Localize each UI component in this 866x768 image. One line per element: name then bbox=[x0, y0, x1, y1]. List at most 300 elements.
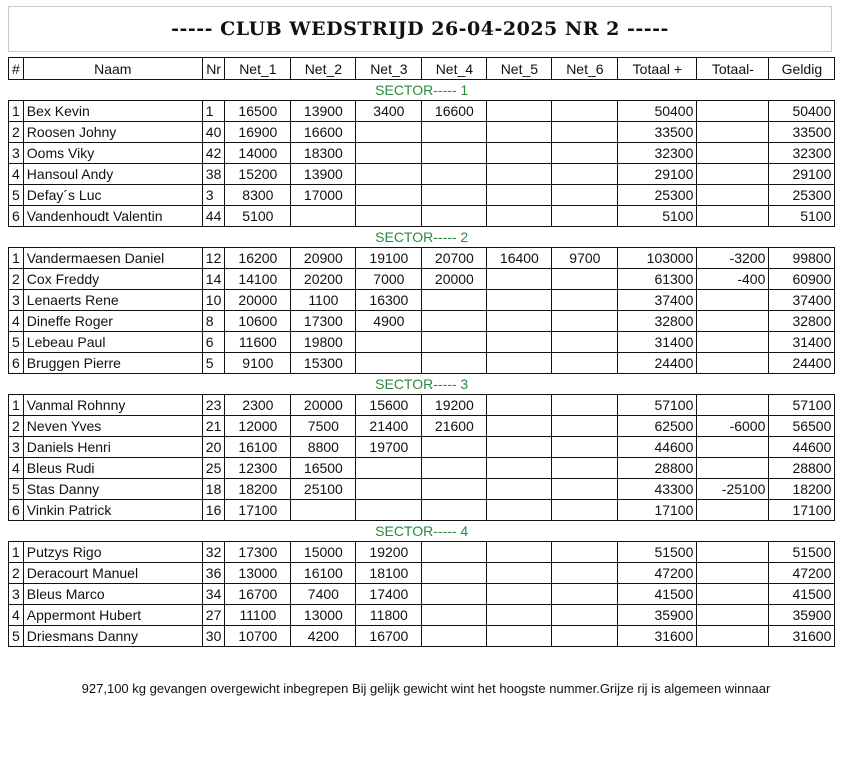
table-cell: 4 bbox=[9, 164, 24, 185]
table-cell bbox=[697, 395, 769, 416]
table-row bbox=[9, 143, 835, 164]
table-cell bbox=[422, 353, 487, 374]
table-cell: 18100 bbox=[356, 563, 422, 584]
table-cell: Stas Danny bbox=[23, 479, 202, 500]
table-cell: 20000 bbox=[422, 269, 487, 290]
page-title-text: ----- CLUB WEDSTRIJD 26-04-2025 NR 2 ----- bbox=[171, 18, 669, 40]
table-cell bbox=[552, 395, 618, 416]
table-cell bbox=[356, 479, 422, 500]
table-cell: 20 bbox=[202, 437, 225, 458]
table-cell bbox=[697, 206, 769, 227]
sector-label: SECTOR----- 2 bbox=[9, 227, 835, 248]
table-cell: Bleus Marco bbox=[23, 584, 202, 605]
sector-row bbox=[9, 521, 835, 542]
table-cell bbox=[291, 206, 356, 227]
table-cell: 37400 bbox=[618, 290, 697, 311]
table-cell: 51500 bbox=[618, 542, 697, 563]
table-cell: 32300 bbox=[618, 143, 697, 164]
table-cell bbox=[697, 353, 769, 374]
table-cell bbox=[356, 500, 422, 521]
table-cell bbox=[552, 311, 618, 332]
table-cell bbox=[552, 626, 618, 647]
table-cell bbox=[422, 479, 487, 500]
table-cell bbox=[697, 311, 769, 332]
table-row bbox=[9, 437, 835, 458]
table-cell: Vandenhoudt Valentin bbox=[23, 206, 202, 227]
table-cell: 30 bbox=[202, 626, 225, 647]
table-cell: 3400 bbox=[356, 101, 422, 122]
table-cell: 16 bbox=[202, 500, 225, 521]
table-cell bbox=[356, 164, 422, 185]
table-cell: 40 bbox=[202, 122, 225, 143]
column-header: Nr bbox=[202, 58, 225, 80]
table-cell: Deracourt Manuel bbox=[23, 563, 202, 584]
table-cell: 1 bbox=[9, 248, 24, 269]
table-cell: 32 bbox=[202, 542, 225, 563]
table-cell: 13000 bbox=[225, 563, 291, 584]
table-cell: 20900 bbox=[291, 248, 356, 269]
table-cell bbox=[552, 584, 618, 605]
table-cell: 44 bbox=[202, 206, 225, 227]
table-cell: 13900 bbox=[291, 164, 356, 185]
table-cell: 17400 bbox=[356, 584, 422, 605]
table-cell bbox=[422, 122, 487, 143]
table-cell bbox=[552, 416, 618, 437]
table-cell bbox=[487, 605, 552, 626]
table-cell: 23 bbox=[202, 395, 225, 416]
column-header: Geldig bbox=[769, 58, 835, 80]
table-cell: 16600 bbox=[422, 101, 487, 122]
table-cell bbox=[487, 143, 552, 164]
table-cell: 7500 bbox=[291, 416, 356, 437]
table-cell bbox=[697, 563, 769, 584]
table-cell: 5 bbox=[9, 479, 24, 500]
table-cell: 50400 bbox=[769, 101, 835, 122]
table-cell: 4 bbox=[9, 311, 24, 332]
table-cell bbox=[356, 122, 422, 143]
table-row bbox=[9, 395, 835, 416]
table-cell bbox=[697, 164, 769, 185]
table-cell bbox=[487, 437, 552, 458]
table-cell: 43300 bbox=[618, 479, 697, 500]
table-cell: 32800 bbox=[769, 311, 835, 332]
table-cell: 14 bbox=[202, 269, 225, 290]
table-cell: 19800 bbox=[291, 332, 356, 353]
table-cell bbox=[487, 416, 552, 437]
column-header: Net_1 bbox=[225, 58, 291, 80]
table-cell: 41500 bbox=[769, 584, 835, 605]
table-cell: 17300 bbox=[291, 311, 356, 332]
table-row bbox=[9, 500, 835, 521]
table-cell: 29100 bbox=[769, 164, 835, 185]
table-cell: 2 bbox=[9, 416, 24, 437]
sector-label: SECTOR----- 3 bbox=[9, 374, 835, 395]
table-cell: 38 bbox=[202, 164, 225, 185]
table-cell: 56500 bbox=[769, 416, 835, 437]
table-cell bbox=[487, 626, 552, 647]
table-cell: 16400 bbox=[487, 248, 552, 269]
table-row bbox=[9, 185, 835, 206]
table-cell: 28800 bbox=[769, 458, 835, 479]
table-cell: 36 bbox=[202, 563, 225, 584]
table-cell: 16100 bbox=[225, 437, 291, 458]
table-cell bbox=[422, 542, 487, 563]
table-cell: 16500 bbox=[291, 458, 356, 479]
table-cell: 11800 bbox=[356, 605, 422, 626]
table-cell: 3 bbox=[9, 290, 24, 311]
table-body bbox=[9, 80, 835, 647]
table-cell: 12 bbox=[202, 248, 225, 269]
table-cell: 47200 bbox=[769, 563, 835, 584]
table-cell bbox=[552, 353, 618, 374]
table-cell bbox=[487, 290, 552, 311]
sector-label: SECTOR----- 1 bbox=[9, 80, 835, 101]
table-cell bbox=[487, 500, 552, 521]
table-cell bbox=[552, 269, 618, 290]
footer-note: 927,100 kg gevangen overgewicht inbegrepen Bij gelijk gewicht wint het hoogste nummer.Grijze rij is algemeen winnaar bbox=[81, 681, 771, 696]
table-row bbox=[9, 206, 835, 227]
sector-row bbox=[9, 227, 835, 248]
table-cell: 18 bbox=[202, 479, 225, 500]
table-cell: 51500 bbox=[769, 542, 835, 563]
table-cell bbox=[422, 164, 487, 185]
table-cell: 20700 bbox=[422, 248, 487, 269]
table-cell: 29100 bbox=[618, 164, 697, 185]
table-cell bbox=[697, 290, 769, 311]
table-cell bbox=[697, 626, 769, 647]
table-cell: 5100 bbox=[618, 206, 697, 227]
table-cell: 5 bbox=[9, 626, 24, 647]
table-cell bbox=[487, 269, 552, 290]
table-cell bbox=[487, 458, 552, 479]
table-cell: 14100 bbox=[225, 269, 291, 290]
table-cell: 2 bbox=[9, 269, 24, 290]
table-cell bbox=[552, 437, 618, 458]
table-cell: 25300 bbox=[618, 185, 697, 206]
table-cell bbox=[697, 143, 769, 164]
table-cell: 10600 bbox=[225, 311, 291, 332]
table-cell: 8800 bbox=[291, 437, 356, 458]
table-cell: 60900 bbox=[769, 269, 835, 290]
table-cell: Lenaerts Rene bbox=[23, 290, 202, 311]
column-header: # bbox=[9, 58, 24, 80]
table-cell: 16100 bbox=[291, 563, 356, 584]
table-cell: Bleus Rudi bbox=[23, 458, 202, 479]
table-cell bbox=[422, 143, 487, 164]
table-cell bbox=[552, 122, 618, 143]
table-cell: 16300 bbox=[356, 290, 422, 311]
table-cell: 32300 bbox=[769, 143, 835, 164]
table-row bbox=[9, 269, 835, 290]
table-cell: 3 bbox=[202, 185, 225, 206]
table-cell bbox=[422, 437, 487, 458]
table-cell bbox=[487, 479, 552, 500]
table-cell: Vandermaesen Daniel bbox=[23, 248, 202, 269]
column-header: Totaal- bbox=[697, 58, 769, 80]
column-header: Net_5 bbox=[487, 58, 552, 80]
table-cell: Appermont Hubert bbox=[23, 605, 202, 626]
table-row bbox=[9, 584, 835, 605]
table-cell: 28800 bbox=[618, 458, 697, 479]
table-cell: 18200 bbox=[225, 479, 291, 500]
table-cell bbox=[487, 311, 552, 332]
table-cell: 5100 bbox=[769, 206, 835, 227]
table-cell: Defay´s Luc bbox=[23, 185, 202, 206]
table-cell: 8 bbox=[202, 311, 225, 332]
table-cell: 33500 bbox=[618, 122, 697, 143]
table-cell: Neven Yves bbox=[23, 416, 202, 437]
table-cell: 2300 bbox=[225, 395, 291, 416]
table-cell bbox=[422, 458, 487, 479]
table-cell: 34 bbox=[202, 584, 225, 605]
table-cell bbox=[291, 500, 356, 521]
table-cell bbox=[552, 332, 618, 353]
table-cell bbox=[422, 311, 487, 332]
table-cell: 3 bbox=[9, 143, 24, 164]
table-cell bbox=[487, 164, 552, 185]
column-header: Net_2 bbox=[291, 58, 356, 80]
table-cell bbox=[552, 479, 618, 500]
table-cell bbox=[487, 542, 552, 563]
table-cell: -6000 bbox=[697, 416, 769, 437]
table-cell: 15200 bbox=[225, 164, 291, 185]
table-cell: 10700 bbox=[225, 626, 291, 647]
table-cell: 3 bbox=[9, 584, 24, 605]
table-cell: 42 bbox=[202, 143, 225, 164]
table-cell: 18200 bbox=[769, 479, 835, 500]
table-cell bbox=[697, 605, 769, 626]
table-row bbox=[9, 332, 835, 353]
table-cell bbox=[552, 458, 618, 479]
table-cell: 9100 bbox=[225, 353, 291, 374]
table-cell: 1 bbox=[9, 101, 24, 122]
table-cell: 17300 bbox=[225, 542, 291, 563]
table-cell: 35900 bbox=[769, 605, 835, 626]
table-cell bbox=[356, 332, 422, 353]
table-cell: 103000 bbox=[618, 248, 697, 269]
table-cell: 5 bbox=[9, 185, 24, 206]
table-cell: 18300 bbox=[291, 143, 356, 164]
table-cell bbox=[487, 563, 552, 584]
table-cell: -400 bbox=[697, 269, 769, 290]
table-cell: 17100 bbox=[618, 500, 697, 521]
table-cell bbox=[356, 185, 422, 206]
sector-row bbox=[9, 80, 835, 101]
table-cell: 25300 bbox=[769, 185, 835, 206]
table-cell: 15000 bbox=[291, 542, 356, 563]
table-cell: 16200 bbox=[225, 248, 291, 269]
table-cell: 4200 bbox=[291, 626, 356, 647]
table-cell bbox=[552, 500, 618, 521]
table-cell: 5 bbox=[9, 332, 24, 353]
table-cell bbox=[422, 584, 487, 605]
table-cell bbox=[356, 206, 422, 227]
table-row bbox=[9, 353, 835, 374]
table-cell: Bruggen Pierre bbox=[23, 353, 202, 374]
table-cell: 19200 bbox=[356, 542, 422, 563]
table-cell bbox=[487, 584, 552, 605]
table-cell: 9700 bbox=[552, 248, 618, 269]
table-cell bbox=[487, 353, 552, 374]
table-cell: 31400 bbox=[618, 332, 697, 353]
table-cell bbox=[697, 437, 769, 458]
table-cell: Lebeau Paul bbox=[23, 332, 202, 353]
table-cell: 41500 bbox=[618, 584, 697, 605]
table-cell: 8300 bbox=[225, 185, 291, 206]
table-cell: 7400 bbox=[291, 584, 356, 605]
table-cell bbox=[487, 206, 552, 227]
table-cell bbox=[552, 206, 618, 227]
table-cell bbox=[697, 332, 769, 353]
table-cell: Bex Kevin bbox=[23, 101, 202, 122]
table-cell: 6 bbox=[9, 500, 24, 521]
table-cell: 21600 bbox=[422, 416, 487, 437]
table-row bbox=[9, 122, 835, 143]
table-cell: Ooms Viky bbox=[23, 143, 202, 164]
table-cell bbox=[487, 395, 552, 416]
table-cell: 20000 bbox=[225, 290, 291, 311]
table-cell: 4 bbox=[9, 458, 24, 479]
table-cell: 1 bbox=[202, 101, 225, 122]
table-cell: 50400 bbox=[618, 101, 697, 122]
table-cell bbox=[697, 500, 769, 521]
table-cell bbox=[552, 164, 618, 185]
table-row bbox=[9, 290, 835, 311]
table-cell bbox=[697, 122, 769, 143]
table-cell: 35900 bbox=[618, 605, 697, 626]
table-cell: 17100 bbox=[225, 500, 291, 521]
header-row bbox=[9, 58, 835, 80]
table-cell: 25100 bbox=[291, 479, 356, 500]
table-cell bbox=[487, 101, 552, 122]
table-cell: 20200 bbox=[291, 269, 356, 290]
table-cell bbox=[697, 458, 769, 479]
table-cell: 19100 bbox=[356, 248, 422, 269]
table-cell: 31400 bbox=[769, 332, 835, 353]
table-cell: 13900 bbox=[291, 101, 356, 122]
table-cell: 25 bbox=[202, 458, 225, 479]
table-cell: 3 bbox=[9, 437, 24, 458]
table-cell: 16500 bbox=[225, 101, 291, 122]
table-cell: 10 bbox=[202, 290, 225, 311]
table-row bbox=[9, 101, 835, 122]
table-cell: 4 bbox=[9, 605, 24, 626]
table-row bbox=[9, 563, 835, 584]
table-row bbox=[9, 416, 835, 437]
table-cell bbox=[422, 290, 487, 311]
table-header bbox=[9, 58, 835, 80]
table-cell: 2 bbox=[9, 563, 24, 584]
column-header: Net_4 bbox=[422, 58, 487, 80]
table-cell: 62500 bbox=[618, 416, 697, 437]
table-cell: 19700 bbox=[356, 437, 422, 458]
table-cell bbox=[422, 500, 487, 521]
table-cell: 16600 bbox=[291, 122, 356, 143]
table-row bbox=[9, 164, 835, 185]
table-cell: 11100 bbox=[225, 605, 291, 626]
table-cell: 44600 bbox=[769, 437, 835, 458]
column-header: Totaal + bbox=[618, 58, 697, 80]
table-cell: 1100 bbox=[291, 290, 356, 311]
table-cell bbox=[552, 542, 618, 563]
page-title bbox=[8, 6, 832, 52]
table-cell: Hansoul Andy bbox=[23, 164, 202, 185]
table-cell: 57100 bbox=[618, 395, 697, 416]
table-cell bbox=[552, 101, 618, 122]
table-cell: 32800 bbox=[618, 311, 697, 332]
table-cell: Daniels Henri bbox=[23, 437, 202, 458]
table-cell: 17000 bbox=[291, 185, 356, 206]
table-row bbox=[9, 311, 835, 332]
table-cell: 12000 bbox=[225, 416, 291, 437]
table-cell bbox=[697, 185, 769, 206]
column-header: Naam bbox=[23, 58, 202, 80]
table-cell: 6 bbox=[9, 353, 24, 374]
column-header: Net_6 bbox=[552, 58, 618, 80]
table-cell: 15300 bbox=[291, 353, 356, 374]
table-cell: Vinkin Patrick bbox=[23, 500, 202, 521]
table-cell: 33500 bbox=[769, 122, 835, 143]
table-cell: Putzys Rigo bbox=[23, 542, 202, 563]
table-cell: -3200 bbox=[697, 248, 769, 269]
table-cell: 5100 bbox=[225, 206, 291, 227]
table-cell: 57100 bbox=[769, 395, 835, 416]
table-row bbox=[9, 605, 835, 626]
table-cell bbox=[487, 185, 552, 206]
table-cell bbox=[356, 458, 422, 479]
table-row bbox=[9, 248, 835, 269]
table-cell bbox=[487, 332, 552, 353]
table-cell: 21400 bbox=[356, 416, 422, 437]
table-cell: 7000 bbox=[356, 269, 422, 290]
table-row bbox=[9, 458, 835, 479]
table-cell: 1 bbox=[9, 395, 24, 416]
table-cell bbox=[697, 542, 769, 563]
table-cell: Driesmans Danny bbox=[23, 626, 202, 647]
table-cell: 61300 bbox=[618, 269, 697, 290]
table-cell: Dineffe Roger bbox=[23, 311, 202, 332]
table-cell bbox=[356, 353, 422, 374]
table-cell bbox=[422, 332, 487, 353]
column-header: Net_3 bbox=[356, 58, 422, 80]
table-cell bbox=[422, 563, 487, 584]
table-cell: Roosen Johny bbox=[23, 122, 202, 143]
table-cell: 31600 bbox=[769, 626, 835, 647]
table-cell bbox=[552, 185, 618, 206]
table-cell: 13000 bbox=[291, 605, 356, 626]
table-row bbox=[9, 626, 835, 647]
table-cell: 15600 bbox=[356, 395, 422, 416]
table-row bbox=[9, 542, 835, 563]
table-cell bbox=[697, 101, 769, 122]
table-cell bbox=[422, 185, 487, 206]
table-cell: -25100 bbox=[697, 479, 769, 500]
table-cell: 47200 bbox=[618, 563, 697, 584]
table-cell bbox=[552, 290, 618, 311]
table-cell: 99800 bbox=[769, 248, 835, 269]
table-cell: 27 bbox=[202, 605, 225, 626]
table-cell: 44600 bbox=[618, 437, 697, 458]
table-cell bbox=[552, 605, 618, 626]
table-cell: 20000 bbox=[291, 395, 356, 416]
table-cell: 11600 bbox=[225, 332, 291, 353]
table-cell: 24400 bbox=[618, 353, 697, 374]
table-cell: 21 bbox=[202, 416, 225, 437]
table-cell bbox=[487, 122, 552, 143]
table-cell bbox=[356, 143, 422, 164]
table-cell bbox=[552, 563, 618, 584]
table-cell: 1 bbox=[9, 542, 24, 563]
